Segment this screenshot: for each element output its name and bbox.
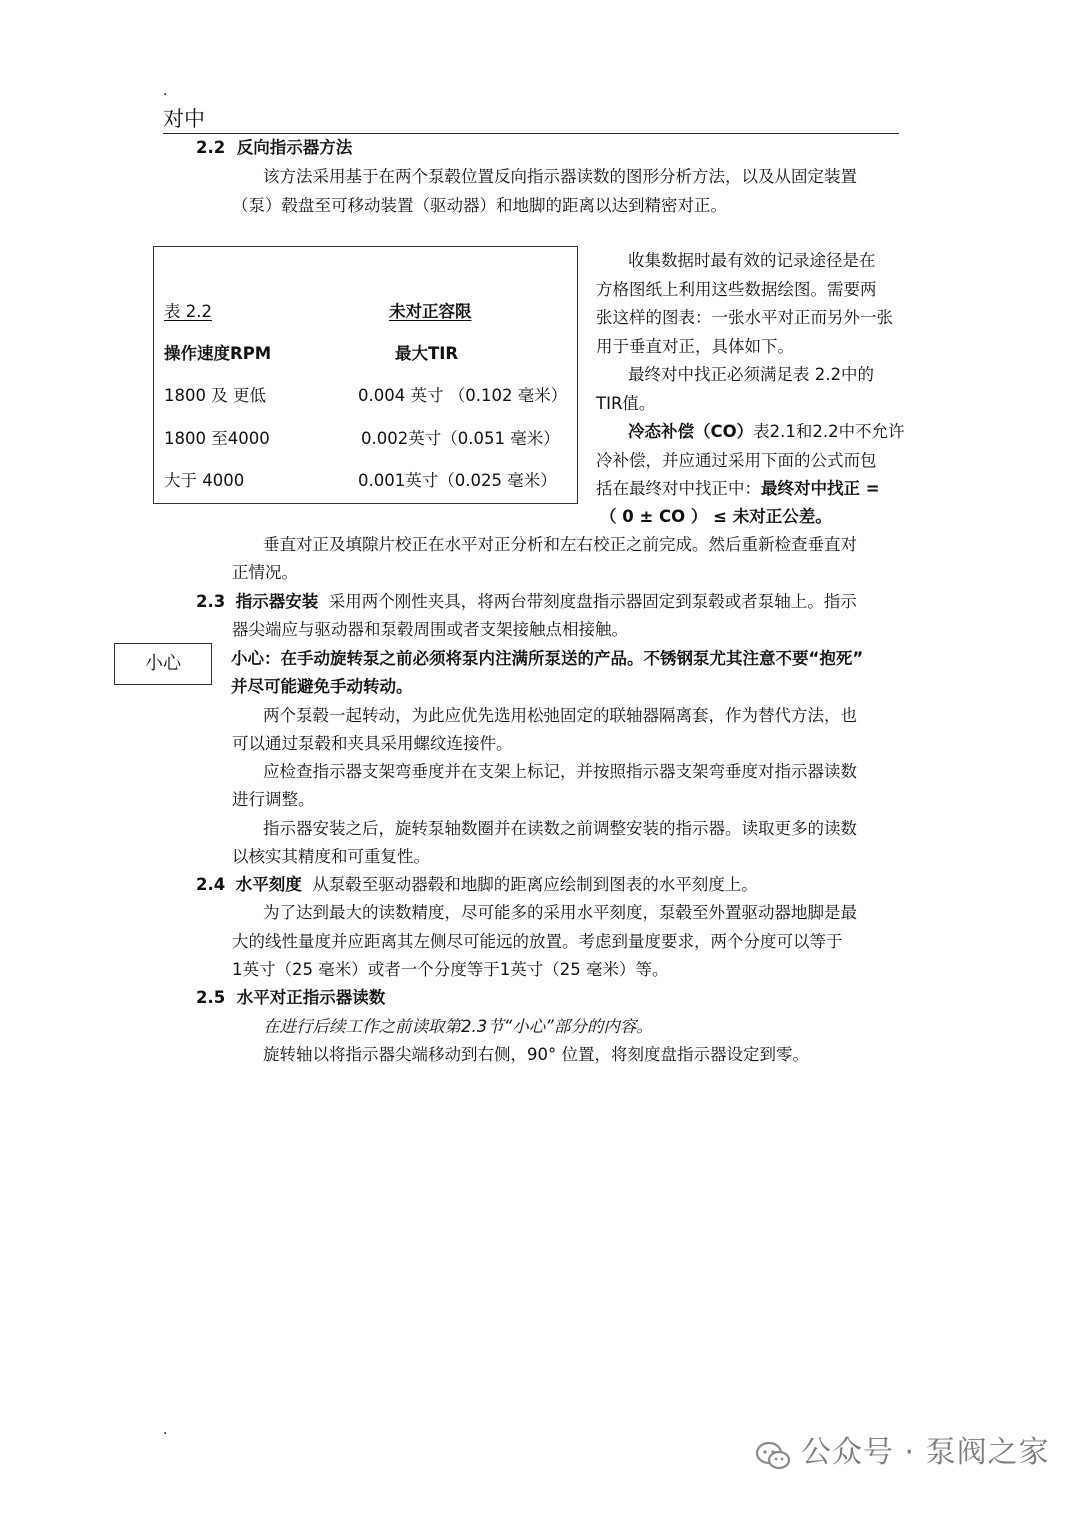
section-2-2-heading — [196, 137, 352, 159]
paragraph-line: 应检查指示器支架弯垂度并在支架上标记，并按照指示器支架弯垂度对指示器读数 — [263, 762, 857, 781]
table-cell-tir: 0.004 英寸 （0.102 毫米） — [358, 386, 568, 405]
side-text-line: 冷补偿，并应通过采用下面的公式而包 — [596, 451, 877, 470]
formula-text: （ 0 ± CO ） ≤ 未对正公差。 — [600, 507, 832, 526]
table-cell-tir: 0.002英寸（0.051 毫米） — [361, 429, 560, 448]
bottom-dot: . — [163, 1422, 168, 1438]
side-text-line: 最终对中找正必须满足表 2.2中的 — [628, 365, 874, 384]
side-text-span: 括在最终对中找正中： — [596, 479, 761, 498]
section-title: 反向指示器方法 — [236, 138, 353, 157]
column-header-tir: 最大TIR — [395, 344, 459, 363]
side-text-span: 表2.1和2.2中不允许 — [753, 422, 905, 441]
section-title: 水平对正指示器读数 — [236, 988, 386, 1007]
paragraph-line: 垂直对正及填隙片校正在水平对正分析和左右校正之前完成。然后重新检查垂直对 — [263, 535, 857, 554]
section-title: 水平刻度 — [235, 875, 302, 894]
section-2-5-heading — [196, 987, 385, 1009]
paragraph-line: 器尖端应与驱动器和泵毂周围或者支架接触点相接触。 — [232, 620, 628, 639]
table-label: 表 2.2 — [164, 302, 212, 321]
italic-note: 在进行后续工作之前读取第2.3节“小心”部分的内容。 — [263, 1017, 653, 1036]
paragraph-line: 为了达到最大的读数精度，尽可能多的采用水平刻度，泵毂至外置驱动器地脚是最 — [263, 903, 857, 922]
paragraph-line: 大的线性量度并应距离其左侧尽可能远的放置。考虑到量度要求，两个分度可以等于 — [232, 932, 843, 951]
watermark — [755, 1430, 1050, 1476]
column-header-speed: 操作速度RPM — [164, 344, 272, 363]
section-number: 2.3 — [196, 592, 226, 611]
section-2-3-line — [196, 591, 857, 613]
caution-box: 小心 — [114, 643, 212, 685]
paragraph-line: 两个泵毂一起转动，为此应优先选用松弛固定的联轴器隔离套，作为替代方法，也 — [263, 706, 857, 725]
table-cell-tir: 0.001英寸（0.025 毫米） — [358, 471, 557, 490]
paragraph-line: 正情况。 — [232, 563, 298, 582]
side-text-line — [628, 421, 905, 443]
paragraph-line: 可以通过泵毂和夹具采用螺纹连接件。 — [232, 734, 513, 753]
side-text-line: 收集数据时最有效的记录途径是在 — [628, 251, 876, 270]
paragraph-line: 指示器安装之后，旋转泵轴数圈并在读数之前调整安装的指示器。读取更多的读数 — [263, 819, 857, 838]
side-text-line — [596, 478, 880, 500]
paragraph-line: 进行调整。 — [232, 790, 315, 809]
table-cell-speed: 大于 4000 — [164, 471, 245, 490]
tolerance-table — [153, 246, 578, 504]
top-dot: . — [163, 83, 168, 99]
wechat-icon — [755, 1439, 791, 1469]
paragraph-line: 该方法采用基于在两个泵毂位置反向指示器读数的图形分析方法，以及从固定装置 — [263, 167, 857, 186]
table-title: 未对正容限 — [389, 302, 472, 321]
paragraph-line: （泵）毂盘至可移动装置（驱动器）和地脚的距离以达到精密对正。 — [232, 196, 727, 215]
side-text-line: 张这样的图表：一张水平对正而另外一张 — [596, 308, 893, 327]
section-2-4-line — [196, 874, 758, 896]
paragraph-span: 采用两个刚性夹具，将两台带刻度盘指示器固定到泵毂或者泵轴上。指示 — [328, 592, 857, 611]
section-title: 指示器安装 — [235, 592, 319, 611]
section-number: 2.2 — [196, 138, 226, 157]
watermark-text: 公众号 · 泵阀之家 — [801, 1435, 1050, 1470]
caution-text: 小心：在手动旋转泵之前必须将泵内注满所泵送的产品。不锈钢泵尤其注意不要“抱死” — [231, 649, 864, 668]
caution-text: 并尽可能避免手动转动。 — [231, 677, 413, 696]
paragraph-line: 旋转轴以将指示器尖端移动到右侧，90° 位置，将刻度盘指示器设定到零。 — [263, 1045, 809, 1064]
page-title: 对中 — [163, 107, 205, 131]
table-cell-speed: 1800 至4000 — [164, 429, 270, 448]
section-number: 2.5 — [196, 988, 226, 1007]
header-rule — [163, 133, 899, 134]
formula-text: 最终对中找正 = — [761, 479, 880, 498]
section-number: 2.4 — [196, 875, 226, 894]
paragraph-span: 从泵毂至驱动器毂和地脚的距离应绘制到图表的水平刻度上。 — [312, 875, 758, 894]
cold-offset-term: 冷态补偿（CO） — [628, 422, 754, 441]
paragraph-line: 1英寸（25 毫米）或者一个分度等于1英寸（25 毫米）等。 — [232, 960, 669, 979]
paragraph-line: 以核实其精度和可重复性。 — [232, 847, 430, 866]
side-text-line: 方格图纸上利用这些数据绘图。需要两 — [596, 280, 877, 299]
side-text-line: 用于垂直对正，具体如下。 — [596, 337, 794, 356]
side-text-line: TIR值。 — [596, 394, 656, 413]
table-cell-speed: 1800 及 更低 — [164, 386, 266, 405]
